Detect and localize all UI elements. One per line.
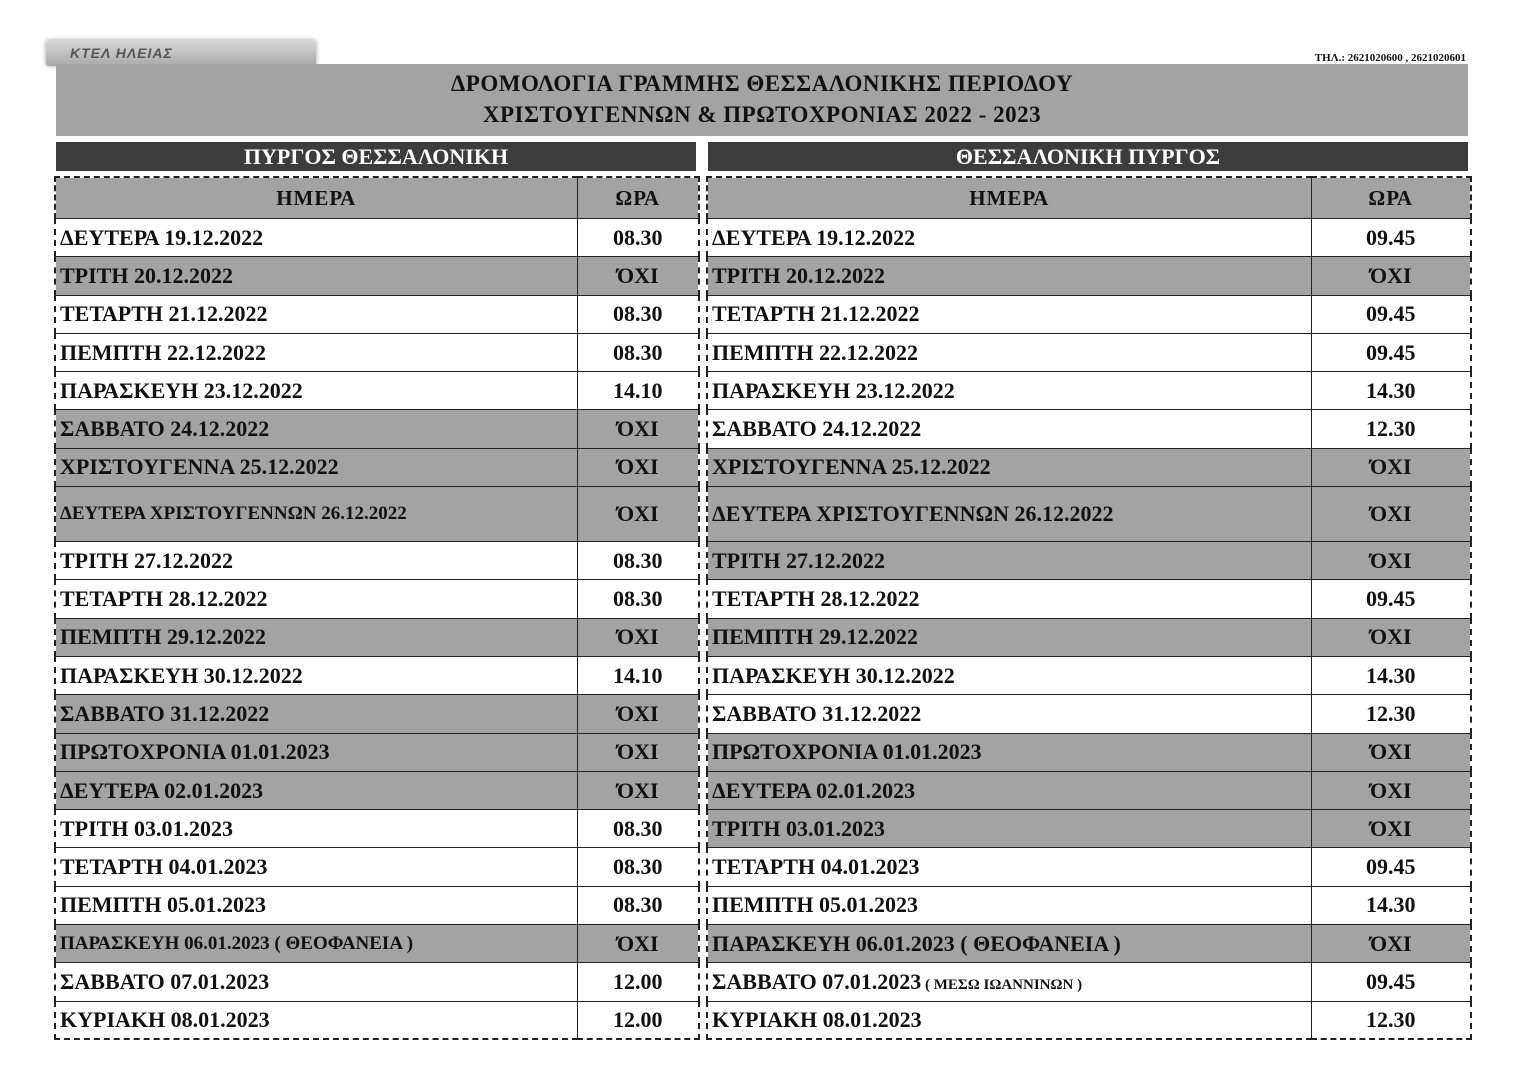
day-cell [707, 886, 1311, 924]
title-band [56, 64, 1468, 136]
day-label: ΠΕΜΠΤΗ 29.12.2022 [60, 624, 266, 650]
time-cell: 14.30 [1311, 656, 1471, 694]
table-row [707, 963, 1471, 1001]
day-cell [55, 810, 577, 848]
day-label: ΣΑΒΒΑΤΟ 31.12.2022 [60, 700, 270, 726]
time-cell: 08.30 [577, 295, 699, 333]
table-row [707, 372, 1471, 410]
table-row [55, 656, 699, 694]
time-cell: 09.45 [1311, 295, 1471, 333]
day-cell [707, 733, 1311, 771]
table-row [55, 925, 699, 963]
day-cell [55, 925, 577, 963]
time-cell: 08.30 [577, 580, 699, 618]
day-cell [707, 695, 1311, 733]
column-header-time: ΩΡΑ [577, 177, 699, 219]
time-cell: 08.30 [577, 810, 699, 848]
left-schedule-table [54, 176, 700, 1040]
time-cell: ΌΧΙ [1311, 542, 1471, 580]
day-cell [707, 848, 1311, 886]
table-row [55, 487, 699, 542]
table-row [55, 448, 699, 486]
day-cell [707, 410, 1311, 448]
day-cell [55, 580, 577, 618]
table-row [707, 542, 1471, 580]
day-label: ΤΕΤΑΡΤΗ 28.12.2022 [712, 586, 920, 612]
table-row [707, 925, 1471, 963]
day-cell [707, 771, 1311, 809]
table-row [707, 257, 1471, 295]
time-cell: 08.30 [577, 542, 699, 580]
time-cell: ΌΧΙ [1311, 487, 1471, 542]
day-label: ΠΑΡΑΣΚΕΥΗ 23.12.2022 [712, 377, 955, 403]
day-cell [707, 542, 1311, 580]
day-label: ΧΡΙΣΤΟΥΓΕΝΝΑ 25.12.2022 [712, 454, 991, 480]
day-label: ΤΕΤΑΡΤΗ 21.12.2022 [60, 301, 268, 327]
time-cell: 14.10 [577, 656, 699, 694]
day-cell [707, 487, 1311, 542]
time-cell: ΌΧΙ [577, 487, 699, 542]
day-cell [55, 733, 577, 771]
table-row [707, 771, 1471, 809]
table-row [55, 1001, 699, 1039]
day-label: ΤΕΤΑΡΤΗ 04.01.2023 [712, 854, 920, 880]
time-cell: ΌΧΙ [1311, 618, 1471, 656]
day-cell [55, 618, 577, 656]
day-cell [55, 372, 577, 410]
day-label: ΔΕΥΤΕΡΑ 02.01.2023 [712, 777, 916, 803]
table-row [707, 410, 1471, 448]
time-cell: 08.30 [577, 333, 699, 371]
day-label: ΠΡΩΤΟΧΡΟΝΙΑ 01.01.2023 [712, 739, 982, 765]
day-cell [707, 448, 1311, 486]
day-label: ΔΕΥΤΕΡΑ 02.01.2023 [60, 777, 264, 803]
day-cell [55, 771, 577, 809]
time-cell: ΌΧΙ [1311, 733, 1471, 771]
table-row [707, 487, 1471, 542]
day-label: ΠΑΡΑΣΚΕΥΗ 23.12.2022 [60, 377, 303, 403]
day-label: ΤΕΤΑΡΤΗ 28.12.2022 [60, 586, 268, 612]
day-label: ΠΕΜΠΤΗ 05.01.2023 [60, 892, 266, 918]
column-header-day: ΗΜΕΡΑ [55, 177, 577, 219]
table-row [55, 963, 699, 1001]
day-cell [55, 295, 577, 333]
time-cell: 14.30 [1311, 886, 1471, 924]
time-cell: ΌΧΙ [1311, 810, 1471, 848]
left-route-heading: ΠΥΡΓΟΣ ΘΕΣΣΑΛΟΝΙΚΗ [56, 142, 696, 171]
day-cell [55, 1001, 577, 1039]
day-cell [707, 333, 1311, 371]
day-cell [55, 886, 577, 924]
day-label: ΠΑΡΑΣΚΕΥΗ 06.01.2023 ( ΘΕΟΦΑΝΕΙΑ ) [60, 932, 414, 954]
time-cell: 12.00 [577, 1001, 699, 1039]
day-cell [55, 963, 577, 1001]
day-label: ΣΑΒΒΑΤΟ 07.01.2023 [60, 968, 270, 994]
day-cell [707, 963, 1311, 1001]
left-schedule-body [55, 219, 699, 1040]
time-cell: 12.30 [1311, 695, 1471, 733]
day-label: ΔΕΥΤΕΡΑ ΧΡΙΣΤΟΥΓΕΝΝΩΝ 26.12.2022 [712, 501, 1114, 527]
day-cell [55, 656, 577, 694]
day-cell [55, 257, 577, 295]
company-logo: ΚΤΕΛ ΗΛΕΙΑΣ [46, 40, 316, 66]
right-schedule-table [706, 176, 1472, 1040]
table-row [55, 810, 699, 848]
time-cell: 12.30 [1311, 1001, 1471, 1039]
day-cell [707, 372, 1311, 410]
day-label: ΤΕΤΑΡΤΗ 21.12.2022 [712, 301, 920, 327]
time-cell: 08.30 [577, 886, 699, 924]
day-label: ΔΕΥΤΕΡΑ ΧΡΙΣΤΟΥΓΕΝΝΩΝ 26.12.2022 [60, 503, 407, 525]
table-row [55, 219, 699, 257]
day-label: ΔΕΥΤΕΡΑ 19.12.2022 [712, 224, 916, 250]
day-cell [707, 1001, 1311, 1039]
table-row [707, 580, 1471, 618]
table-row [707, 333, 1471, 371]
time-cell: ΌΧΙ [1311, 448, 1471, 486]
table-row [55, 542, 699, 580]
table-row [55, 771, 699, 809]
table-row [707, 295, 1471, 333]
day-cell [707, 580, 1311, 618]
table-row [55, 733, 699, 771]
day-cell [707, 219, 1311, 257]
table-row [55, 848, 699, 886]
day-label: ΠΕΜΠΤΗ 22.12.2022 [712, 339, 918, 365]
day-label: ΣΑΒΒΑΤΟ 31.12.2022 [712, 700, 922, 726]
phone-numbers: ΤΗΛ.: 2621020600 , 2621020601 [1314, 52, 1466, 64]
day-cell [55, 487, 577, 542]
time-cell: ΌΧΙ [1311, 257, 1471, 295]
table-row [55, 695, 699, 733]
day-label: ΤΡΙΤΗ 20.12.2022 [712, 262, 885, 288]
day-label: ΣΑΒΒΑΤΟ 24.12.2022 [712, 416, 922, 442]
time-cell: ΌΧΙ [577, 733, 699, 771]
day-cell [55, 219, 577, 257]
day-cell [707, 295, 1311, 333]
time-cell: ΌΧΙ [1311, 771, 1471, 809]
day-label: ΧΡΙΣΤΟΥΓΕΝΝΑ 25.12.2022 [60, 454, 339, 480]
time-cell: 09.45 [1311, 848, 1471, 886]
day-cell [707, 925, 1311, 963]
day-cell [55, 410, 577, 448]
time-cell: ΌΧΙ [577, 695, 699, 733]
time-cell: ΌΧΙ [577, 410, 699, 448]
time-cell: 08.30 [577, 848, 699, 886]
day-cell [55, 695, 577, 733]
table-row [55, 410, 699, 448]
table-row [707, 618, 1471, 656]
day-label: ΣΑΒΒΑΤΟ 24.12.2022 [60, 416, 270, 442]
table-row [55, 886, 699, 924]
time-cell: 14.30 [1311, 372, 1471, 410]
route-note: ( ΜΕΣΩ ΙΩΑΝΝΙΝΩΝ ) [921, 976, 1083, 993]
right-route-heading: ΘΕΣΣΑΛΟΝΙΚΗ ΠΥΡΓΟΣ [708, 142, 1468, 171]
day-label: ΚΥΡΙΑΚΗ 08.01.2023 [60, 1007, 270, 1033]
day-label: ΠΡΩΤΟΧΡΟΝΙΑ 01.01.2023 [60, 739, 330, 765]
page-title-line-1: ΔΡΟΜΟΛΟΓΙΑ ΓΡΑΜΜΗΣ ΘΕΣΣΑΛΟΝΙΚΗΣ ΠΕΡΙΟΔΟΥ [450, 71, 1074, 96]
day-label: ΤΡΙΤΗ 20.12.2022 [60, 262, 233, 288]
day-cell [707, 257, 1311, 295]
table-row [707, 1001, 1471, 1039]
table-row [55, 372, 699, 410]
day-cell [55, 448, 577, 486]
table-row [55, 257, 699, 295]
day-label: ΠΕΜΠΤΗ 05.01.2023 [712, 892, 918, 918]
column-header-time: ΩΡΑ [1311, 177, 1471, 219]
time-cell: ΌΧΙ [577, 257, 699, 295]
day-cell [707, 618, 1311, 656]
day-label: ΔΕΥΤΕΡΑ 19.12.2022 [60, 224, 264, 250]
table-row [707, 656, 1471, 694]
table-row [707, 810, 1471, 848]
time-cell: ΌΧΙ [577, 771, 699, 809]
time-cell: 09.45 [1311, 219, 1471, 257]
table-row [707, 219, 1471, 257]
table-row [707, 886, 1471, 924]
time-cell: ΌΧΙ [577, 448, 699, 486]
day-label: ΠΕΜΠΤΗ 22.12.2022 [60, 339, 266, 365]
day-label: ΠΑΡΑΣΚΕΥΗ 30.12.2022 [60, 662, 303, 688]
day-label: ΠΕΜΠΤΗ 29.12.2022 [712, 624, 918, 650]
table-row [707, 848, 1471, 886]
day-cell [707, 810, 1311, 848]
day-label: ΤΡΙΤΗ 27.12.2022 [60, 547, 233, 573]
page-title-line-2: ΧΡΙΣΤΟΥΓΕΝΝΩΝ & ΠΡΩΤΟΧΡΟΝΙΑΣ 2022 - 2023 [482, 102, 1042, 127]
day-label: ΣΑΒΒΑΤΟ 07.01.2023 [712, 968, 922, 994]
table-row [55, 580, 699, 618]
day-cell [55, 542, 577, 580]
day-label: ΠΑΡΑΣΚΕΥΗ 30.12.2022 [712, 662, 955, 688]
time-cell: 14.10 [577, 372, 699, 410]
time-cell: 09.45 [1311, 333, 1471, 371]
table-row [707, 695, 1471, 733]
day-label: ΤΕΤΑΡΤΗ 04.01.2023 [60, 854, 268, 880]
day-cell [55, 848, 577, 886]
time-cell: 12.30 [1311, 410, 1471, 448]
table-row [55, 333, 699, 371]
day-label: ΠΑΡΑΣΚΕΥΗ 06.01.2023 ( ΘΕΟΦΑΝΕΙΑ ) [712, 930, 1121, 956]
table-row [55, 295, 699, 333]
time-cell: 08.30 [577, 219, 699, 257]
day-label: ΤΡΙΤΗ 27.12.2022 [712, 547, 885, 573]
day-label: ΤΡΙΤΗ 03.01.2023 [60, 815, 233, 841]
day-cell [707, 656, 1311, 694]
table-row [707, 448, 1471, 486]
time-cell: 12.00 [577, 963, 699, 1001]
time-cell: ΌΧΙ [1311, 925, 1471, 963]
day-cell [55, 333, 577, 371]
table-row [707, 733, 1471, 771]
day-label: ΚΥΡΙΑΚΗ 08.01.2023 [712, 1007, 922, 1033]
time-cell: 09.45 [1311, 580, 1471, 618]
time-cell: 09.45 [1311, 963, 1471, 1001]
table-row [55, 618, 699, 656]
time-cell: ΌΧΙ [577, 618, 699, 656]
column-header-day: ΗΜΕΡΑ [707, 177, 1311, 219]
day-label: ΤΡΙΤΗ 03.01.2023 [712, 815, 885, 841]
time-cell: ΌΧΙ [577, 925, 699, 963]
right-schedule-body [707, 219, 1471, 1040]
